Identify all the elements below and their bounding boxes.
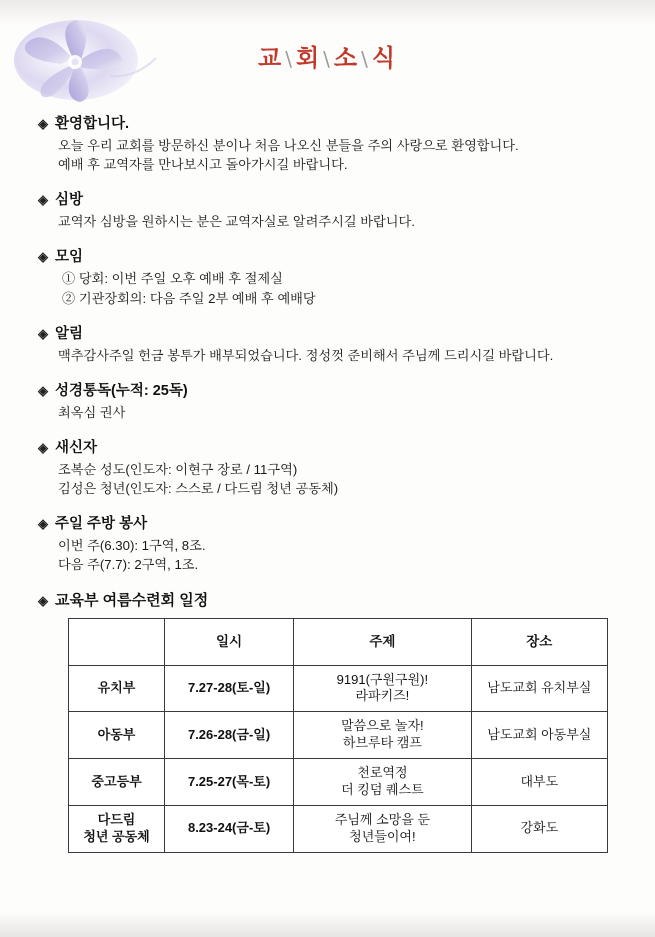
row-topic: 천로역정 더 킹덤 퀘스트 — [294, 759, 472, 806]
section-line: ② 기관장회의: 다음 주일 2부 예배 후 예배당 — [62, 290, 316, 306]
title-sep-2: \ — [323, 47, 332, 71]
section-line: 맥추감사주일 헌금 봉투가 배부되었습니다. 정성껏 준비해서 주님께 드리시길 바랍니다. — [58, 347, 554, 363]
page-top-edge — [0, 0, 655, 26]
section-heading — [38, 322, 617, 343]
diamond-bullet-icon: ◈ — [38, 382, 48, 398]
section-new-members — [38, 436, 617, 498]
bulletin-content — [0, 112, 655, 867]
column-header-topic: 주제 — [294, 618, 472, 665]
section-line: 조복순 성도(인도자: 이현구 장로 / 11구역) — [58, 461, 298, 477]
section-heading — [38, 589, 617, 610]
table-row — [69, 665, 608, 712]
section-heading-text: 주일 주방 봉사 — [55, 516, 148, 533]
title-text — [258, 38, 397, 73]
table-row — [69, 805, 608, 852]
title-sep-3: \ — [361, 47, 370, 71]
table-row — [69, 712, 608, 759]
section-meetings — [38, 245, 617, 307]
section-heading-text: 환영합니다. — [55, 116, 130, 132]
title-char-1: 교 — [258, 44, 284, 72]
retreat-schedule-table — [68, 618, 608, 853]
section-heading-text: 새신자 — [55, 439, 98, 456]
row-topic: 말씀으로 놀자! 하브루타 캠프 — [294, 712, 472, 759]
row-group: 다드림 청년 공동체 — [69, 805, 165, 852]
section-line: 이번 주(6.30): 1구역, 8조. — [58, 538, 206, 554]
section-heading — [38, 188, 617, 209]
diamond-bullet-icon: ◈ — [38, 192, 48, 208]
row-group: 유치부 — [69, 665, 165, 712]
title-char-2: 회 — [295, 44, 322, 72]
diamond-bullet-icon: ◈ — [38, 249, 48, 265]
section-line: 최옥심 권사 — [58, 404, 126, 420]
row-group: 중고등부 — [69, 759, 165, 806]
row-group: 아동부 — [69, 712, 165, 759]
diamond-bullet-icon: ◈ — [38, 516, 48, 532]
section-heading — [38, 112, 617, 133]
section-notice — [38, 322, 617, 365]
section-line: 김성은 청년(인도자: 스스로 / 다드림 청년 공동체) — [58, 481, 339, 497]
section-heading-text: 알림 — [55, 325, 84, 342]
title-char-3: 소 — [333, 44, 360, 72]
section-kitchen-service — [38, 512, 617, 574]
column-header-place: 장소 — [471, 618, 607, 665]
row-place: 남도교회 유치부실 — [471, 665, 607, 712]
row-topic: 주님께 소망을 둔 청년들이여! — [294, 805, 472, 852]
section-heading — [38, 245, 617, 266]
diamond-bullet-icon: ◈ — [38, 116, 48, 131]
section-line: ① 당회: 이번 주일 오후 예배 후 절제실 — [62, 271, 283, 287]
section-line: 교역자 심방을 원하시는 분은 교역자실로 알려주시길 바랍니다. — [58, 214, 415, 230]
section-welcome — [38, 112, 617, 174]
section-heading-text: 심방 — [55, 192, 84, 209]
title-sep-1: \ — [285, 47, 294, 71]
row-date: 7.25-27(목-토) — [165, 759, 294, 806]
section-heading — [38, 512, 617, 533]
section-heading-text: 교육부 여름수련회 일정 — [55, 591, 209, 609]
row-date: 7.26-28(금-일) — [165, 712, 294, 759]
bulletin-title — [0, 38, 655, 73]
row-date: 7.27-28(토-일) — [165, 665, 294, 712]
section-line: 예배 후 교역자를 만나보시고 돌아가시길 바랍니다. — [58, 157, 348, 173]
row-date: 8.23-24(금-토) — [165, 805, 294, 852]
column-header-date: 일시 — [165, 618, 294, 665]
row-topic: 9191(구원구원)! 라파키즈! — [294, 665, 472, 712]
row-place: 강화도 — [471, 805, 607, 852]
section-line: 다음 주(7.7): 2구역, 1조. — [58, 557, 199, 573]
section-bible-reading — [38, 379, 617, 422]
page-bottom-edge — [0, 911, 655, 937]
table-header-row — [69, 618, 608, 665]
diamond-bullet-icon: ◈ — [38, 592, 48, 608]
diamond-bullet-icon: ◈ — [38, 439, 48, 455]
section-heading-text: 성경통독(누적: 25독) — [55, 382, 188, 399]
row-place: 남도교회 아동부실 — [471, 712, 607, 759]
section-heading — [38, 436, 617, 457]
diamond-bullet-icon: ◈ — [38, 325, 48, 341]
section-summer-retreat — [38, 589, 617, 853]
section-line: 오늘 우리 교회를 방문하신 분이나 처음 나오신 분들을 주의 사랑으로 환영합니다. — [58, 138, 519, 153]
section-visitation — [38, 188, 617, 231]
section-heading-text: 모임 — [55, 249, 84, 266]
table-row — [69, 759, 608, 806]
row-place: 대부도 — [471, 759, 607, 806]
title-char-4: 식 — [371, 44, 397, 72]
section-heading — [38, 379, 617, 400]
column-header-blank — [69, 618, 165, 665]
